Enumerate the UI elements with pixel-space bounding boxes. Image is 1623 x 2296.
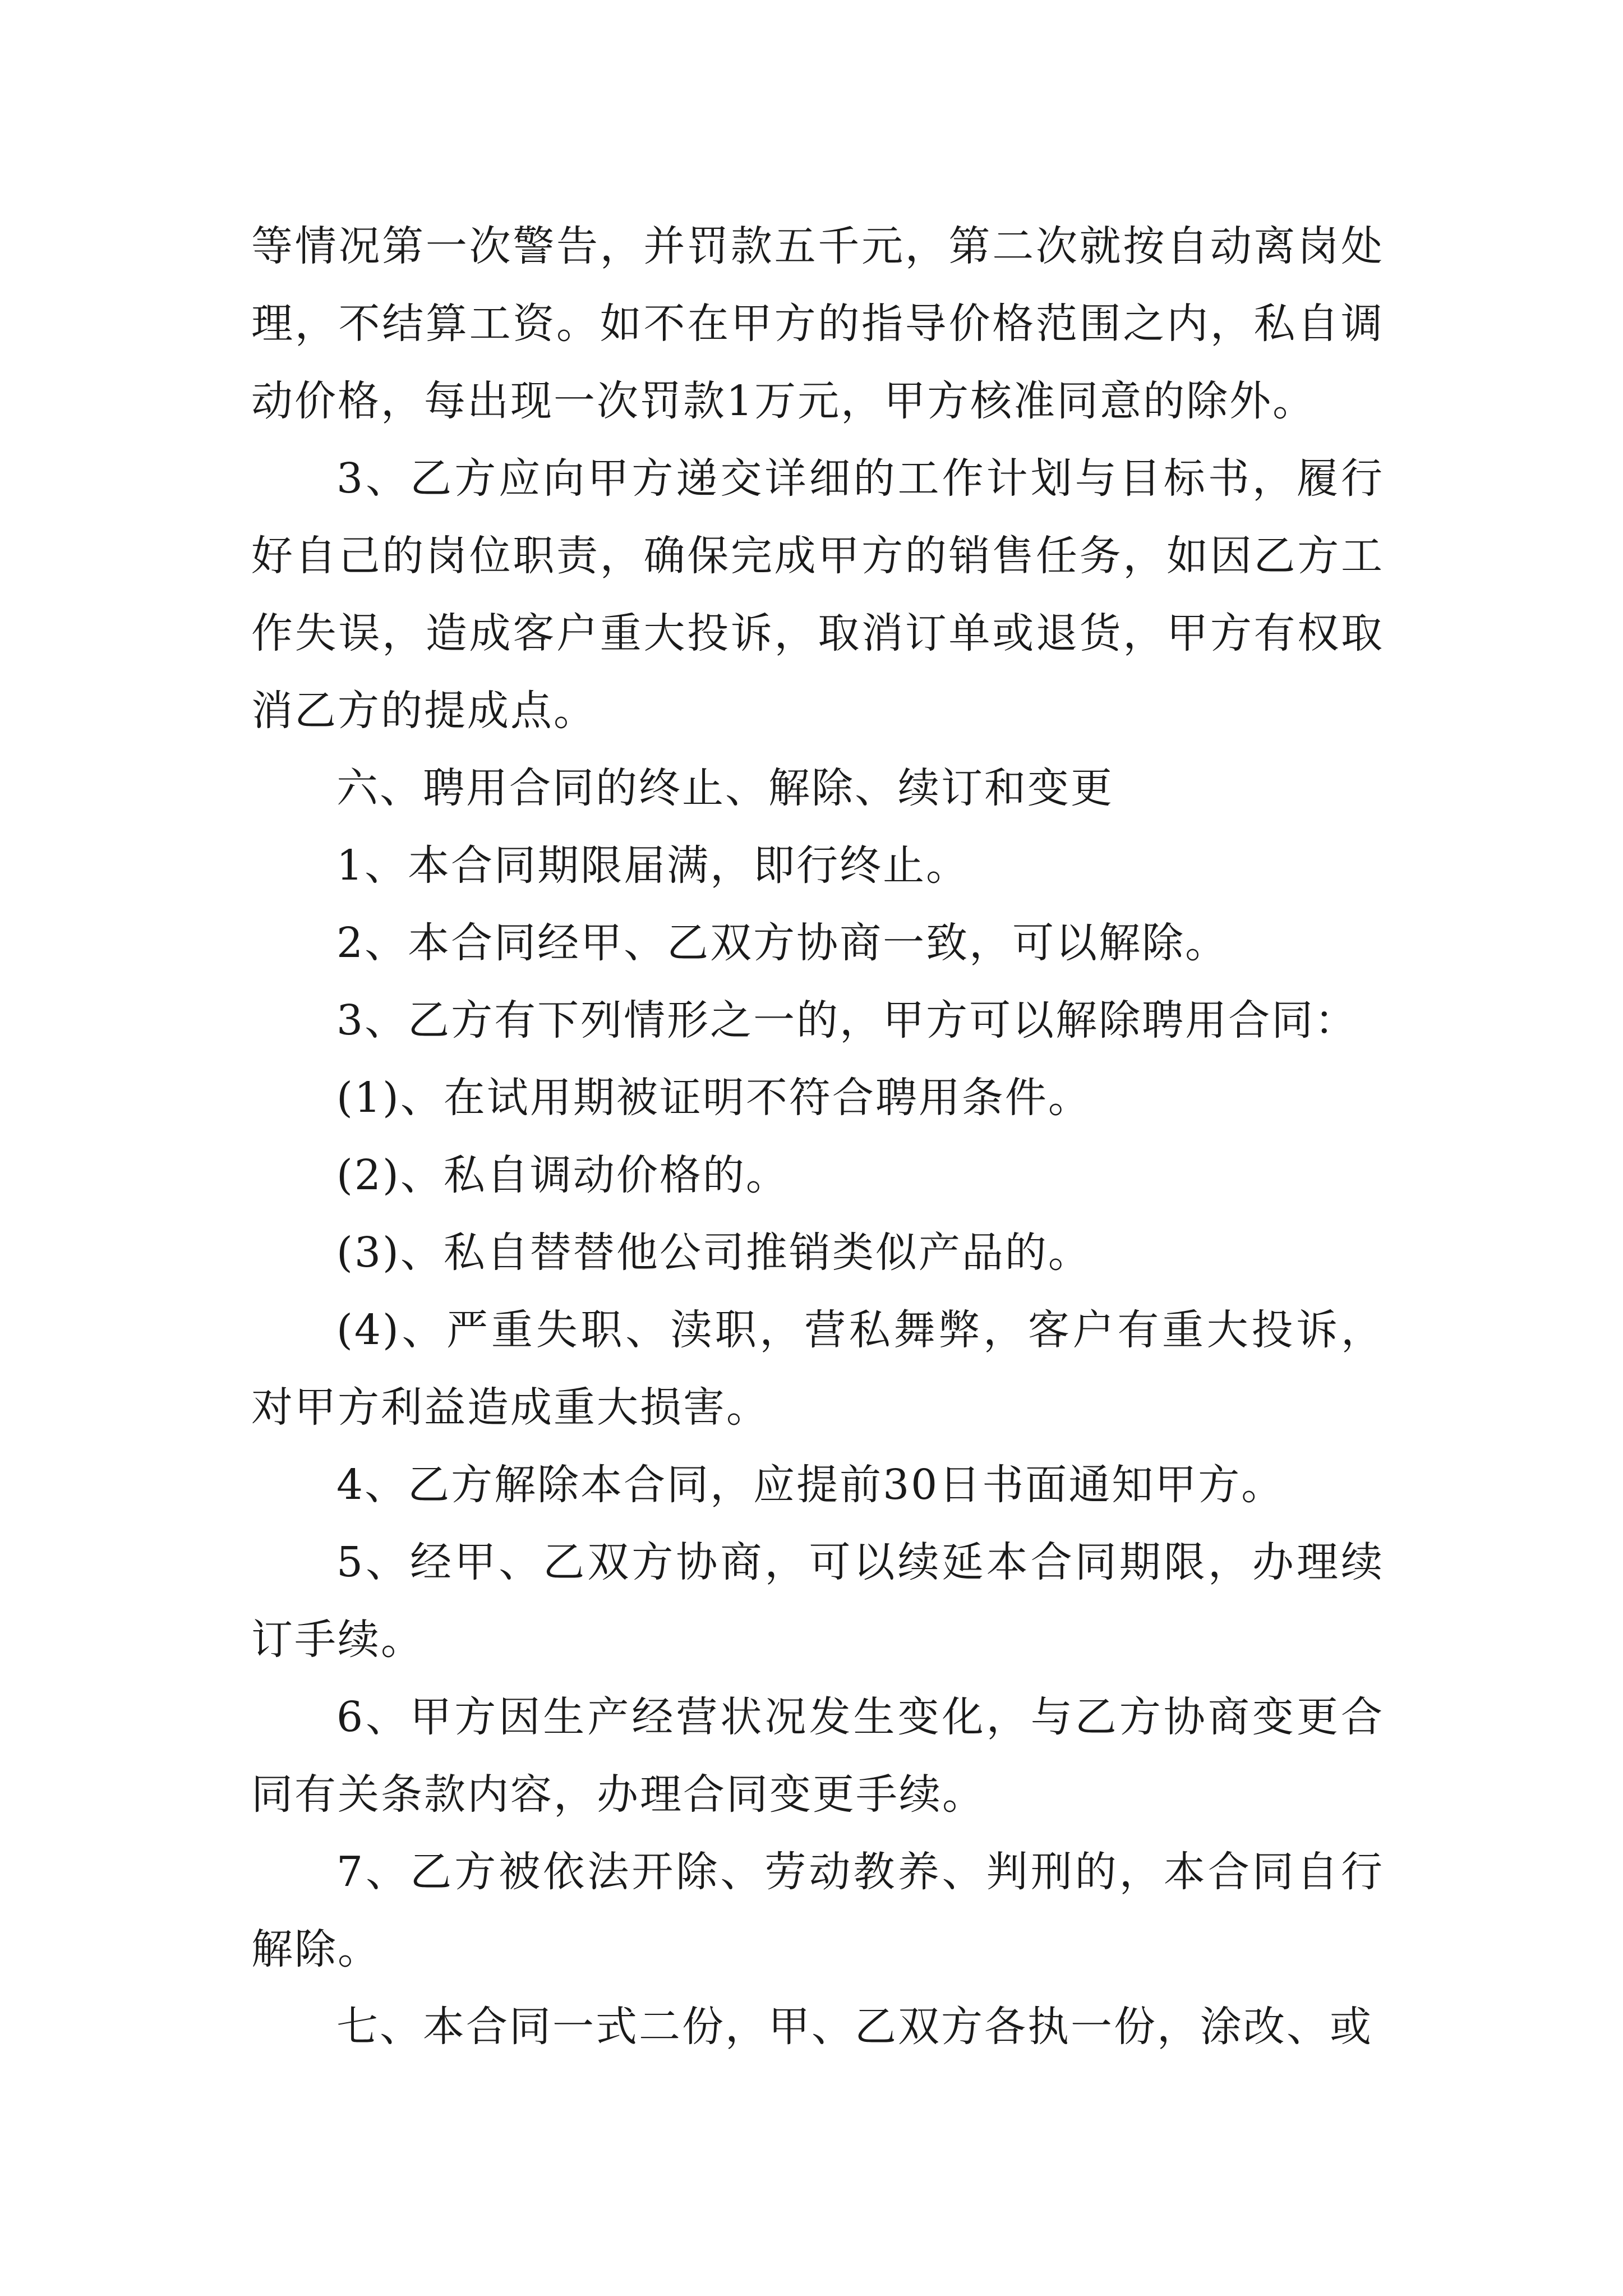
paragraph-clause-1-expiry: 1、本合同期限届满，即行终止。 (336, 841, 970, 890)
paragraph-clause-2-mutual-termination: 2、本合同经甲、乙双方协商一致，可以解除。 (336, 919, 1229, 967)
paragraph-clause-7-dismissal: 7、乙方被依法开除、劳动教养、判刑的，本合同自行解除。 (251, 1848, 1384, 1973)
list-item-condition-4: (4)、严重失职、渎职，营私舞弊，客户有重大投诉，对甲方利益造成重大损害。 (251, 1306, 1384, 1432)
section-heading-termination: 六、聘用合同的终止、解除、续订和变更 (336, 764, 1114, 812)
paragraph-clause-4-notice: 4、乙方解除本合同，应提前30日书面通知甲方。 (336, 1461, 1285, 1509)
paragraph-clause-6-change: 6、甲方因生产经营状况发生变化，与乙方协商变更合同有关条款内容，办理合同变更手续。 (251, 1693, 1384, 1819)
list-item-condition-2: (2)、私自调动价格的。 (336, 1151, 789, 1199)
list-item-condition-1: (1)、在试用期被证明不符合聘用条件。 (336, 1074, 1091, 1122)
paragraph-clause-3-work-plan: 3、乙方应向甲方递交详细的工作计划与目标书，履行好自己的岗位职责，确保完成甲方的销售任务，如因乙方工作失误，造成客户重大投诉，取消订单或退货，甲方有权取消乙方的提成点。 (251, 454, 1384, 735)
list-item-condition-3: (3)、私自替替他公司推销类似产品的。 (336, 1228, 1091, 1277)
section-heading-copies: 七、本合同一式二份，甲、乙双方各执一份，涂改、或 (336, 2003, 1373, 2051)
paragraph-clause-3-termination-conditions: 3、乙方有下列情形之一的，甲方可以解除聘用合同： (336, 996, 1358, 1045)
document-body (251, 208, 1384, 2065)
paragraph-clause-5-renewal: 5、经甲、乙双方协商，可以续延本合同期限，办理续订手续。 (251, 1538, 1384, 1664)
paragraph-penalty-continued: 等情况第一次警告，并罚款五千元，第二次就按自动离岗处理，不结算工资。如不在甲方的指导价格范围之内，私自调动价格，每出现一次罚款1万元，甲方核准同意的除外。 (251, 222, 1384, 425)
